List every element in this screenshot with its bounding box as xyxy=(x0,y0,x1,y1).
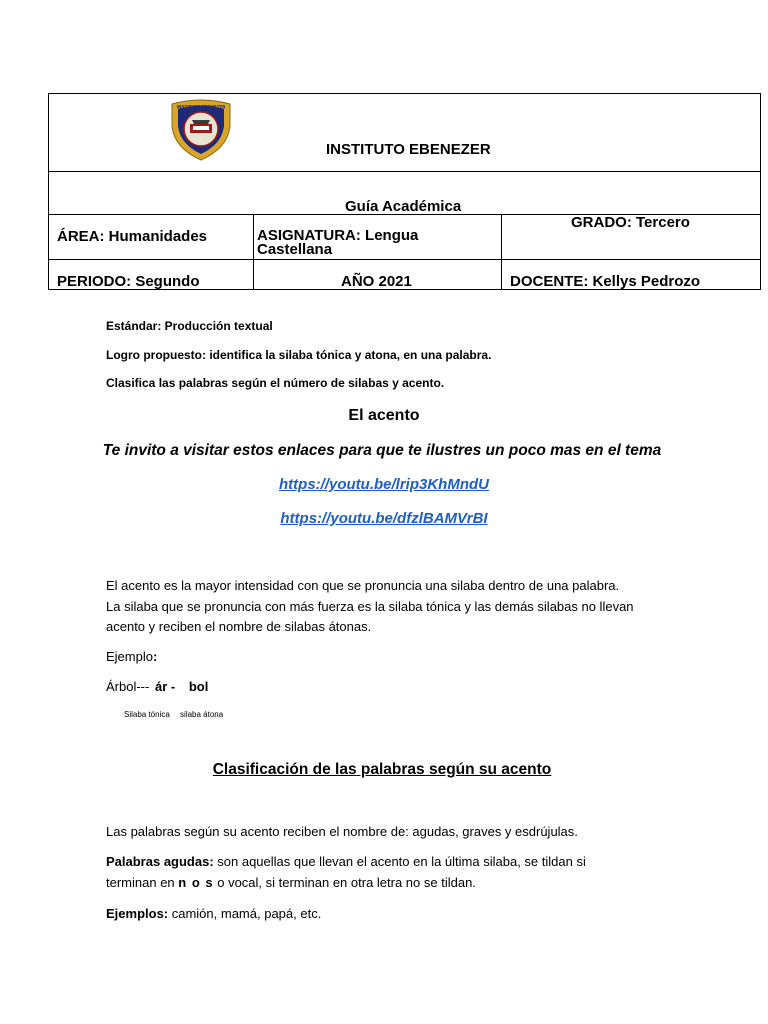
example-captions xyxy=(124,710,223,719)
table-divider xyxy=(253,214,254,290)
example-label xyxy=(106,649,157,664)
logo-lettering: INSTITUTO EBENEZER xyxy=(176,104,226,110)
example-tonic-syllable: ár - xyxy=(154,679,176,694)
definition-paragraph xyxy=(106,576,726,638)
topic-title: El acento xyxy=(348,407,420,424)
institution-name: INSTITUTO EBENEZER xyxy=(326,141,491,158)
subject-line-2: Castellana xyxy=(257,241,333,258)
goal-line: Logro propuesto: identifica la silaba tónica y atona, en una palabra. xyxy=(106,348,492,362)
agudas-line-1 xyxy=(106,852,726,873)
standard-line: Estándar: Producción textual xyxy=(106,319,273,333)
table-divider xyxy=(49,259,760,260)
school-shield-logo xyxy=(166,98,236,162)
definition-line-3: acento y reciben el nombre de silabas átonas. xyxy=(106,619,372,634)
link-row-2 xyxy=(0,510,768,528)
subject-line-1: ASIGNATURA: Lengua xyxy=(257,227,419,244)
example-colon: : xyxy=(152,649,158,664)
video-link-1[interactable]: https://youtu.be/lrip3KhMndU xyxy=(279,476,489,493)
definition-line-1: El acento es la mayor intensidad con que se pronuncia una silaba dentro de una palabra. xyxy=(106,578,620,593)
teacher-label: DOCENTE: Kellys Pedrozo xyxy=(510,273,701,290)
header-table xyxy=(48,93,761,290)
agudas-text-2b: o vocal, si terminan en otra letra no se tildan. xyxy=(213,874,476,890)
guide-title: Guía Académica xyxy=(345,198,462,215)
example-atonic-syllable: bol xyxy=(188,679,209,694)
agudas-text-2a: terminan en xyxy=(106,874,179,890)
subject-label xyxy=(257,229,418,257)
period-label: PERIODO: Segundo xyxy=(57,273,200,290)
table-divider xyxy=(501,214,502,290)
invite-text: Te invito a visitar estos enlaces para que te ilustres un poco mas en el tema xyxy=(102,442,662,459)
agudas-letters: n o s xyxy=(178,874,214,890)
example-word-row xyxy=(106,679,208,694)
table-divider xyxy=(49,171,760,172)
example-label-text: Ejemplo xyxy=(106,649,153,664)
agudas-text-1: son aquellas que llevan el acento en la última silaba, se tildan si xyxy=(213,854,586,869)
caption-tonic: Silaba tónica xyxy=(124,710,170,719)
area-label: ÁREA: Humanidades xyxy=(57,228,208,245)
section-title xyxy=(0,761,766,779)
classification-intro: Las palabras según su acento reciben el nombre de: agudas, graves y esdrújulas. xyxy=(106,824,578,839)
examples-line xyxy=(106,904,726,925)
section-title-text: Clasificación de las palabras según su acento xyxy=(212,761,552,778)
year-label: AÑO 2021 xyxy=(341,273,412,290)
examples-text: camión, mamá, papá, etc. xyxy=(168,906,322,921)
agudas-line-2 xyxy=(106,873,726,894)
caption-atonic: silaba átona xyxy=(180,710,224,719)
agudas-label: Palabras agudas: xyxy=(106,854,214,869)
agudas-paragraph xyxy=(106,852,726,893)
grade-label: GRADO: Tercero xyxy=(571,214,690,231)
examples-label: Ejemplos: xyxy=(106,906,169,921)
classify-line: Clasifica las palabras según el número de silabas y acento. xyxy=(106,376,445,390)
definition-line-2: La silaba que se pronuncia con más fuerza es la silaba tónica y las demás silabas no llevan xyxy=(106,598,634,614)
video-link-2[interactable]: https://youtu.be/dfzlBAMVrBI xyxy=(280,510,488,527)
link-row-1 xyxy=(0,476,768,494)
example-word: Árbol--- xyxy=(106,679,150,694)
